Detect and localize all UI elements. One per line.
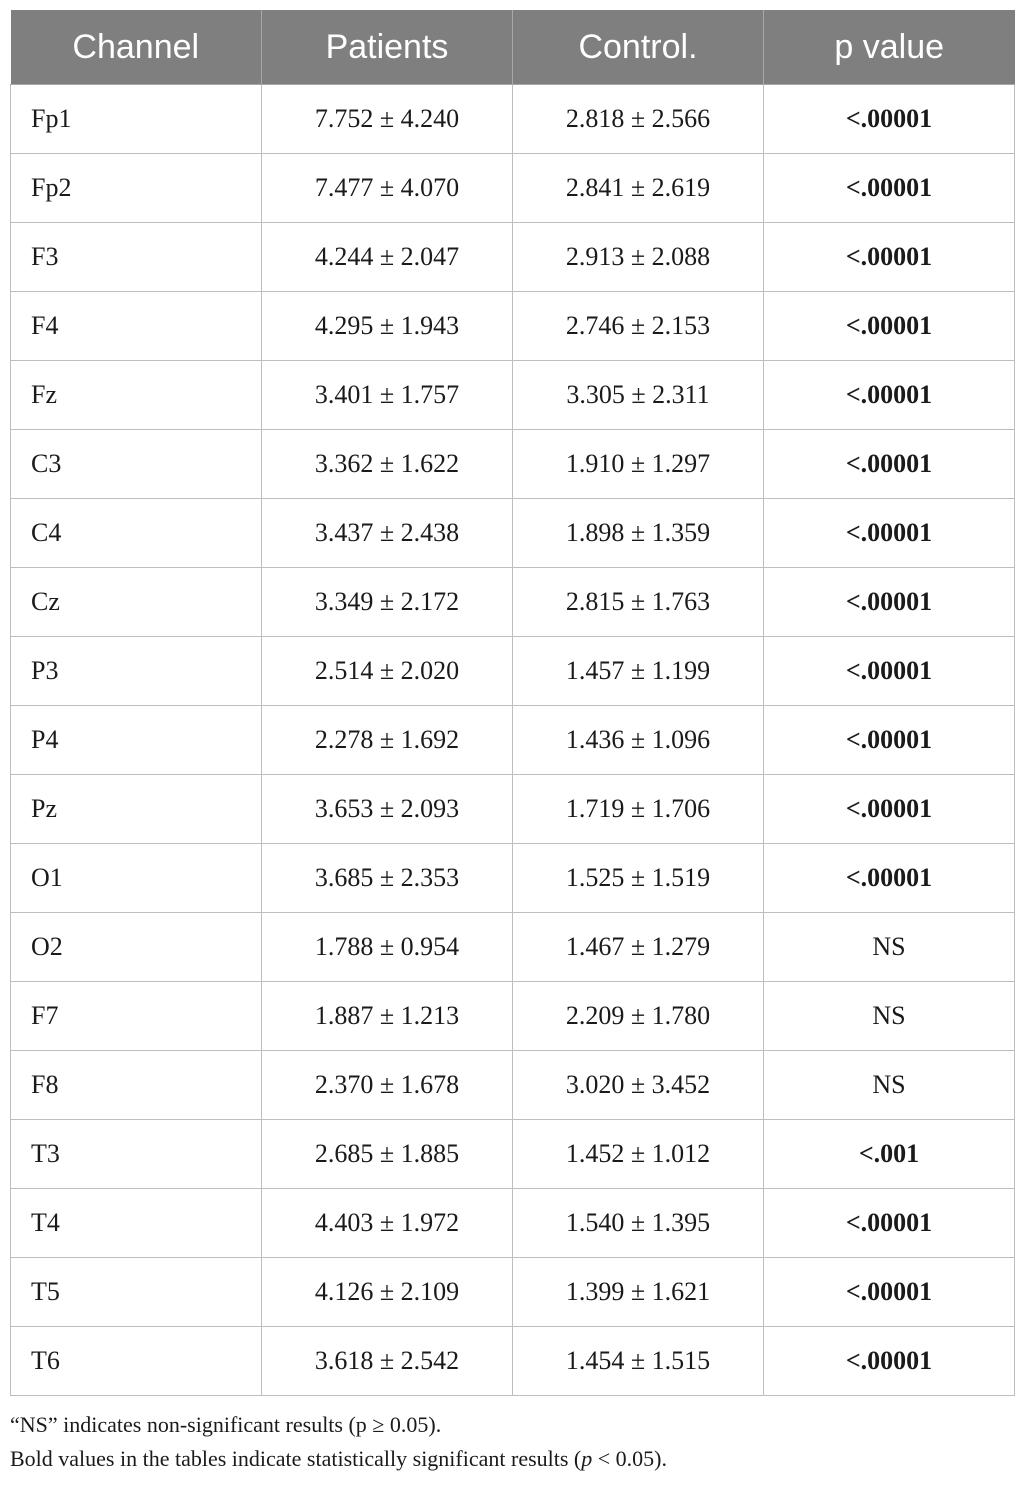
cell-channel: Fz — [11, 361, 262, 430]
results-table-container — [10, 10, 1015, 1396]
table-row — [11, 361, 1015, 430]
header-patients: Patients — [262, 10, 513, 85]
cell-channel: P4 — [11, 706, 262, 775]
cell-patients: 3.653 ± 2.093 — [262, 775, 513, 844]
table-row — [11, 1051, 1015, 1120]
cell-p-value: <.00001 — [764, 499, 1015, 568]
cell-control: 1.540 ± 1.395 — [513, 1189, 764, 1258]
cell-patients: 2.278 ± 1.692 — [262, 706, 513, 775]
cell-control: 1.719 ± 1.706 — [513, 775, 764, 844]
cell-control: 2.746 ± 2.153 — [513, 292, 764, 361]
table-row — [11, 775, 1015, 844]
cell-channel: Fp2 — [11, 154, 262, 223]
cell-control: 3.305 ± 2.311 — [513, 361, 764, 430]
table-row — [11, 1258, 1015, 1327]
table-row — [11, 1327, 1015, 1396]
cell-channel: F8 — [11, 1051, 262, 1120]
cell-channel: P3 — [11, 637, 262, 706]
cell-control: 1.910 ± 1.297 — [513, 430, 764, 499]
cell-p-value: <.001 — [764, 1120, 1015, 1189]
cell-patients: 2.685 ± 1.885 — [262, 1120, 513, 1189]
cell-control: 1.525 ± 1.519 — [513, 844, 764, 913]
table-row — [11, 982, 1015, 1051]
header-channel: Channel — [11, 10, 262, 85]
cell-channel: C4 — [11, 499, 262, 568]
cell-patients: 7.477 ± 4.070 — [262, 154, 513, 223]
cell-patients: 7.752 ± 4.240 — [262, 85, 513, 154]
cell-control: 1.454 ± 1.515 — [513, 1327, 764, 1396]
cell-patients: 1.887 ± 1.213 — [262, 982, 513, 1051]
cell-p-value: <.00001 — [764, 85, 1015, 154]
bold-footnote-variable: p — [581, 1446, 593, 1471]
cell-control: 2.815 ± 1.763 — [513, 568, 764, 637]
table-row — [11, 292, 1015, 361]
cell-control: 1.436 ± 1.096 — [513, 706, 764, 775]
table-row — [11, 637, 1015, 706]
bold-footnote-prefix: Bold values in the tables indicate statistically significant results ( — [10, 1446, 582, 1471]
cell-p-value: NS — [764, 913, 1015, 982]
header-row — [11, 10, 1015, 85]
header-p-value: p value — [764, 10, 1015, 85]
cell-channel: F3 — [11, 223, 262, 292]
cell-patients: 2.370 ± 1.678 — [262, 1051, 513, 1120]
cell-channel: T5 — [11, 1258, 262, 1327]
cell-control: 1.898 ± 1.359 — [513, 499, 764, 568]
table-row — [11, 85, 1015, 154]
cell-p-value: <.00001 — [764, 223, 1015, 292]
cell-control: 2.818 ± 2.566 — [513, 85, 764, 154]
cell-channel: T4 — [11, 1189, 262, 1258]
cell-control: 2.209 ± 1.780 — [513, 982, 764, 1051]
cell-patients: 3.685 ± 2.353 — [262, 844, 513, 913]
bold-footnote-suffix: < 0.05). — [592, 1446, 667, 1471]
cell-channel: C3 — [11, 430, 262, 499]
cell-patients: 4.126 ± 2.109 — [262, 1258, 513, 1327]
cell-channel: Fp1 — [11, 85, 262, 154]
table-row — [11, 844, 1015, 913]
table-row — [11, 223, 1015, 292]
table-row — [11, 1189, 1015, 1258]
cell-p-value: <.00001 — [764, 775, 1015, 844]
cell-patients: 2.514 ± 2.020 — [262, 637, 513, 706]
cell-control: 2.841 ± 2.619 — [513, 154, 764, 223]
cell-channel: T6 — [11, 1327, 262, 1396]
cell-patients: 4.244 ± 2.047 — [262, 223, 513, 292]
cell-patients: 4.295 ± 1.943 — [262, 292, 513, 361]
cell-patients: 3.362 ± 1.622 — [262, 430, 513, 499]
header-control: Control. — [513, 10, 764, 85]
cell-p-value: NS — [764, 1051, 1015, 1120]
table-row — [11, 706, 1015, 775]
cell-patients: 3.349 ± 2.172 — [262, 568, 513, 637]
cell-patients: 4.403 ± 1.972 — [262, 1189, 513, 1258]
table-row — [11, 913, 1015, 982]
table-row — [11, 499, 1015, 568]
cell-p-value: <.00001 — [764, 430, 1015, 499]
cell-p-value: <.00001 — [764, 292, 1015, 361]
table-row — [11, 568, 1015, 637]
table-body — [11, 85, 1015, 1396]
cell-control: 3.020 ± 3.452 — [513, 1051, 764, 1120]
cell-p-value: <.00001 — [764, 1327, 1015, 1396]
table-footnotes — [10, 1408, 1015, 1476]
cell-p-value: <.00001 — [764, 154, 1015, 223]
cell-control: 2.913 ± 2.088 — [513, 223, 764, 292]
cell-p-value: <.00001 — [764, 844, 1015, 913]
cell-p-value: <.00001 — [764, 706, 1015, 775]
cell-control: 1.457 ± 1.199 — [513, 637, 764, 706]
cell-control: 1.467 ± 1.279 — [513, 913, 764, 982]
cell-p-value: NS — [764, 982, 1015, 1051]
cell-channel: O1 — [11, 844, 262, 913]
ns-footnote: “NS” indicates non-significant results (p ≥ 0.05). — [10, 1412, 442, 1437]
cell-channel: Pz — [11, 775, 262, 844]
table-row — [11, 430, 1015, 499]
cell-patients: 3.618 ± 2.542 — [262, 1327, 513, 1396]
cell-channel: T3 — [11, 1120, 262, 1189]
cell-channel: F4 — [11, 292, 262, 361]
cell-p-value: <.00001 — [764, 568, 1015, 637]
cell-p-value: <.00001 — [764, 1258, 1015, 1327]
cell-patients: 3.437 ± 2.438 — [262, 499, 513, 568]
cell-channel: F7 — [11, 982, 262, 1051]
cell-patients: 1.788 ± 0.954 — [262, 913, 513, 982]
cell-p-value: <.00001 — [764, 361, 1015, 430]
table-header — [11, 10, 1015, 85]
table-row — [11, 154, 1015, 223]
table-row — [11, 1120, 1015, 1189]
cell-p-value: <.00001 — [764, 1189, 1015, 1258]
results-table — [10, 10, 1015, 1396]
bold-footnote — [10, 1442, 1015, 1476]
cell-control: 1.399 ± 1.621 — [513, 1258, 764, 1327]
cell-p-value: <.00001 — [764, 637, 1015, 706]
cell-channel: O2 — [11, 913, 262, 982]
cell-control: 1.452 ± 1.012 — [513, 1120, 764, 1189]
cell-patients: 3.401 ± 1.757 — [262, 361, 513, 430]
cell-channel: Cz — [11, 568, 262, 637]
